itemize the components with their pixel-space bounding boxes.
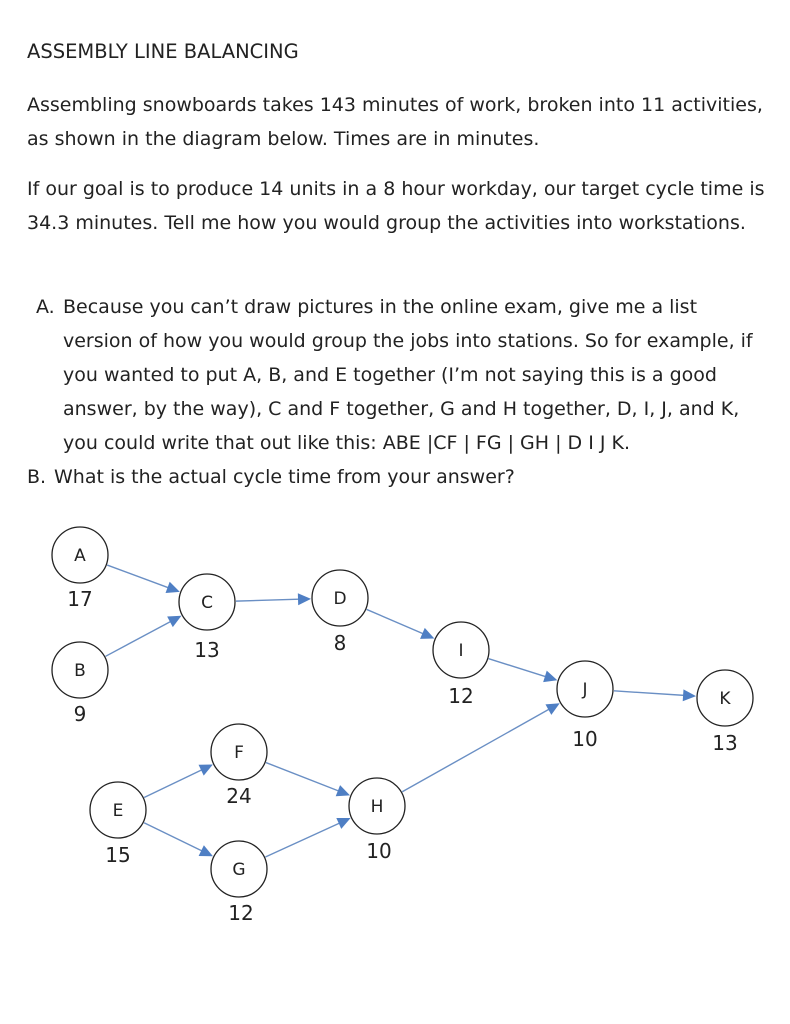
question-a xyxy=(27,290,770,460)
node-j xyxy=(557,661,613,717)
edge-g-h xyxy=(265,818,350,857)
node-time-label: 13 xyxy=(712,731,738,755)
edge-line xyxy=(489,659,550,678)
node-d xyxy=(312,570,368,626)
question-a-label: A. xyxy=(36,296,55,318)
node-label: D xyxy=(333,589,347,609)
node-label: I xyxy=(458,641,464,661)
node-h xyxy=(349,778,405,834)
edge-i-j xyxy=(489,659,558,682)
question-b-text: What is the actual cycle time from your answer? xyxy=(54,466,515,488)
node-c xyxy=(179,574,235,630)
edge-line xyxy=(266,763,343,793)
edge-j-k xyxy=(614,689,696,701)
node-label: F xyxy=(234,743,244,763)
edge-f-h xyxy=(266,763,350,797)
edge-e-f xyxy=(144,765,213,798)
node-time-label: 15 xyxy=(105,843,131,867)
node-time-label: 10 xyxy=(366,839,392,863)
node-g xyxy=(211,841,267,897)
node-f xyxy=(211,724,267,780)
node-a xyxy=(52,527,108,583)
arrowhead-icon xyxy=(166,582,180,593)
question-a-text: Because you can’t draw pictures in the online exam, give me a list version of how you would group the jobs into stations. So for example, if you wanted to put A, B, and E together (I’m not saying this is a good answer, by the way), C and F together, G and H together, D, I, J, and K, you could write that out like this: ABE |CF | FG | GH | D I J K. xyxy=(63,296,753,454)
node-time-label: 17 xyxy=(67,587,93,611)
node-label: H xyxy=(370,797,384,817)
edge-line xyxy=(265,821,343,857)
edge-line xyxy=(614,691,688,696)
node-k xyxy=(697,670,753,726)
node-b xyxy=(52,642,108,698)
node-time-label: 13 xyxy=(194,638,220,662)
page-title: ASSEMBLY LINE BALANCING xyxy=(27,40,299,63)
question-list xyxy=(27,290,770,494)
node-label: K xyxy=(719,689,731,709)
node-label: E xyxy=(112,801,124,821)
question-b-label: B. xyxy=(27,466,47,488)
edge-b-c xyxy=(106,616,182,657)
edge-line xyxy=(144,823,206,853)
node-label: G xyxy=(232,860,246,880)
edge-line xyxy=(367,609,427,635)
arrowhead-icon xyxy=(543,671,557,682)
goal-paragraph: If our goal is to produce 14 units in a 8 hour workday, our target cycle time is 34.3 minutes. Tell me how you would group the activities into workstations. xyxy=(27,178,765,234)
node-time-label: 8 xyxy=(333,631,347,655)
node-time-label: 10 xyxy=(572,727,598,751)
node-time-label: 24 xyxy=(226,784,252,808)
precedence-diagram xyxy=(0,520,790,960)
node-time-label: 12 xyxy=(228,901,254,925)
edge-c-d xyxy=(236,593,311,605)
edge-a-c xyxy=(107,565,180,593)
node-e xyxy=(90,782,146,838)
node-label: C xyxy=(201,593,213,613)
question-b xyxy=(18,460,770,494)
edge-line xyxy=(402,707,552,792)
edge-line xyxy=(236,599,303,601)
arrowhead-icon xyxy=(683,689,696,701)
edge-line xyxy=(106,619,175,656)
node-label: J xyxy=(582,680,588,700)
node-label: A xyxy=(74,546,86,566)
node-label: B xyxy=(74,661,86,681)
edge-d-i xyxy=(367,609,435,638)
diagram-nodes xyxy=(52,527,753,925)
node-time-label: 9 xyxy=(73,702,87,726)
edge-e-g xyxy=(144,823,213,857)
node-i xyxy=(433,622,489,678)
edge-h-j xyxy=(402,703,559,792)
node-time-label: 12 xyxy=(448,684,474,708)
arrowhead-icon xyxy=(298,593,311,605)
intro-paragraph: Assembling snowboards takes 143 minutes of work, broken into 11 activities, as shown in the diagram below. Times are in minutes. xyxy=(27,94,763,150)
edge-line xyxy=(144,768,205,797)
arrowhead-icon xyxy=(545,703,559,715)
edge-line xyxy=(107,565,172,589)
